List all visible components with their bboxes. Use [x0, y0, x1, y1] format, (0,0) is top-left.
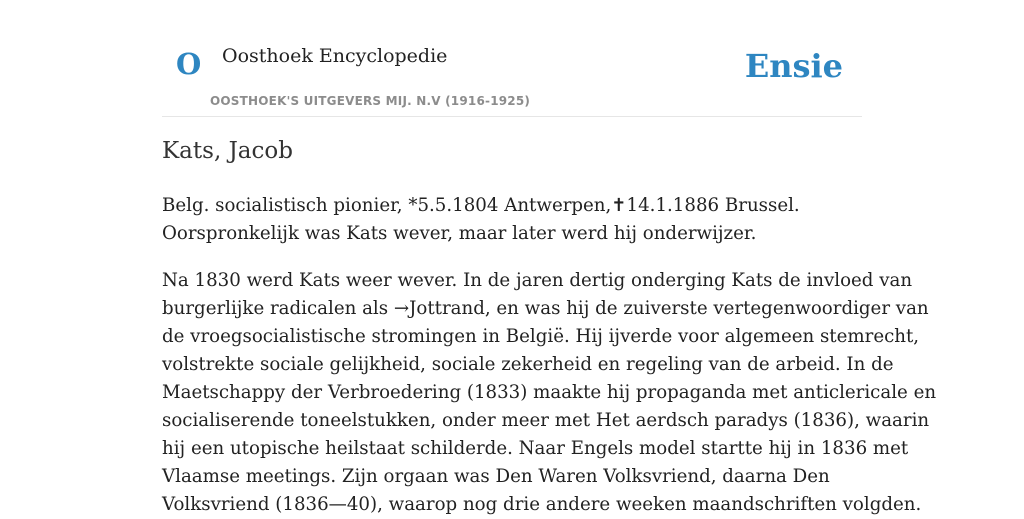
article-paragraph-2 — [162, 267, 937, 519]
brand-logo[interactable]: Ensie — [744, 47, 843, 85]
paragraph-line: Maetschappy der Verbroedering (1833) maakte hij propaganda met anticlericale en — [162, 382, 937, 403]
paragraph-line: Oorspronkelijk was Kats wever, maar later werd hij onderwijzer. — [162, 223, 757, 244]
article-title: Kats, Jacob — [162, 138, 293, 164]
paragraph-line: hij een utopische heilstaat schilderde. Naar Engels model startte hij in 1836 met — [162, 438, 909, 459]
paragraph-line: Volksvriend (1836—40), waarop nog drie andere weeken maandschriften volgden. — [162, 494, 922, 515]
article-paragraph-1 — [162, 192, 872, 248]
paragraph-line: volstrekte sociale gelijkheid, sociale zekerheid en regeling van de arbeid. In de — [162, 354, 894, 375]
site-title[interactable]: Oosthoek Encyclopedie — [222, 45, 448, 67]
paragraph-line: Belg. socialistisch pionier, *5.5.1804 Antwerpen,✝14.1.1886 Brussel. — [162, 195, 800, 216]
paragraph-line: Na 1830 werd Kats weer wever. In de jaren dertig onderging Kats de invloed van — [162, 270, 913, 291]
site-header — [162, 0, 862, 117]
paragraph-line: de vroegsocialistische stromingen in België. Hij ijverde voor algemeen stemrecht, — [162, 326, 920, 347]
paragraph-line: socialiserende toneelstukken, onder meer met Het aerdsch paradys (1836), waarin — [162, 410, 930, 431]
site-subtitle[interactable]: OOSTHOEK'S UITGEVERS MIJ. N.V (1916-1925) — [210, 94, 531, 108]
site-logo[interactable]: O — [176, 47, 202, 81]
paragraph-line: burgerlijke radicalen als →Jottrand, en was hij de zuiverste vertegenwoordiger van — [162, 298, 929, 319]
paragraph-line: Vlaamse meetings. Zijn orgaan was Den Waren Volksvriend, daarna Den — [162, 466, 830, 487]
page — [162, 0, 937, 515]
